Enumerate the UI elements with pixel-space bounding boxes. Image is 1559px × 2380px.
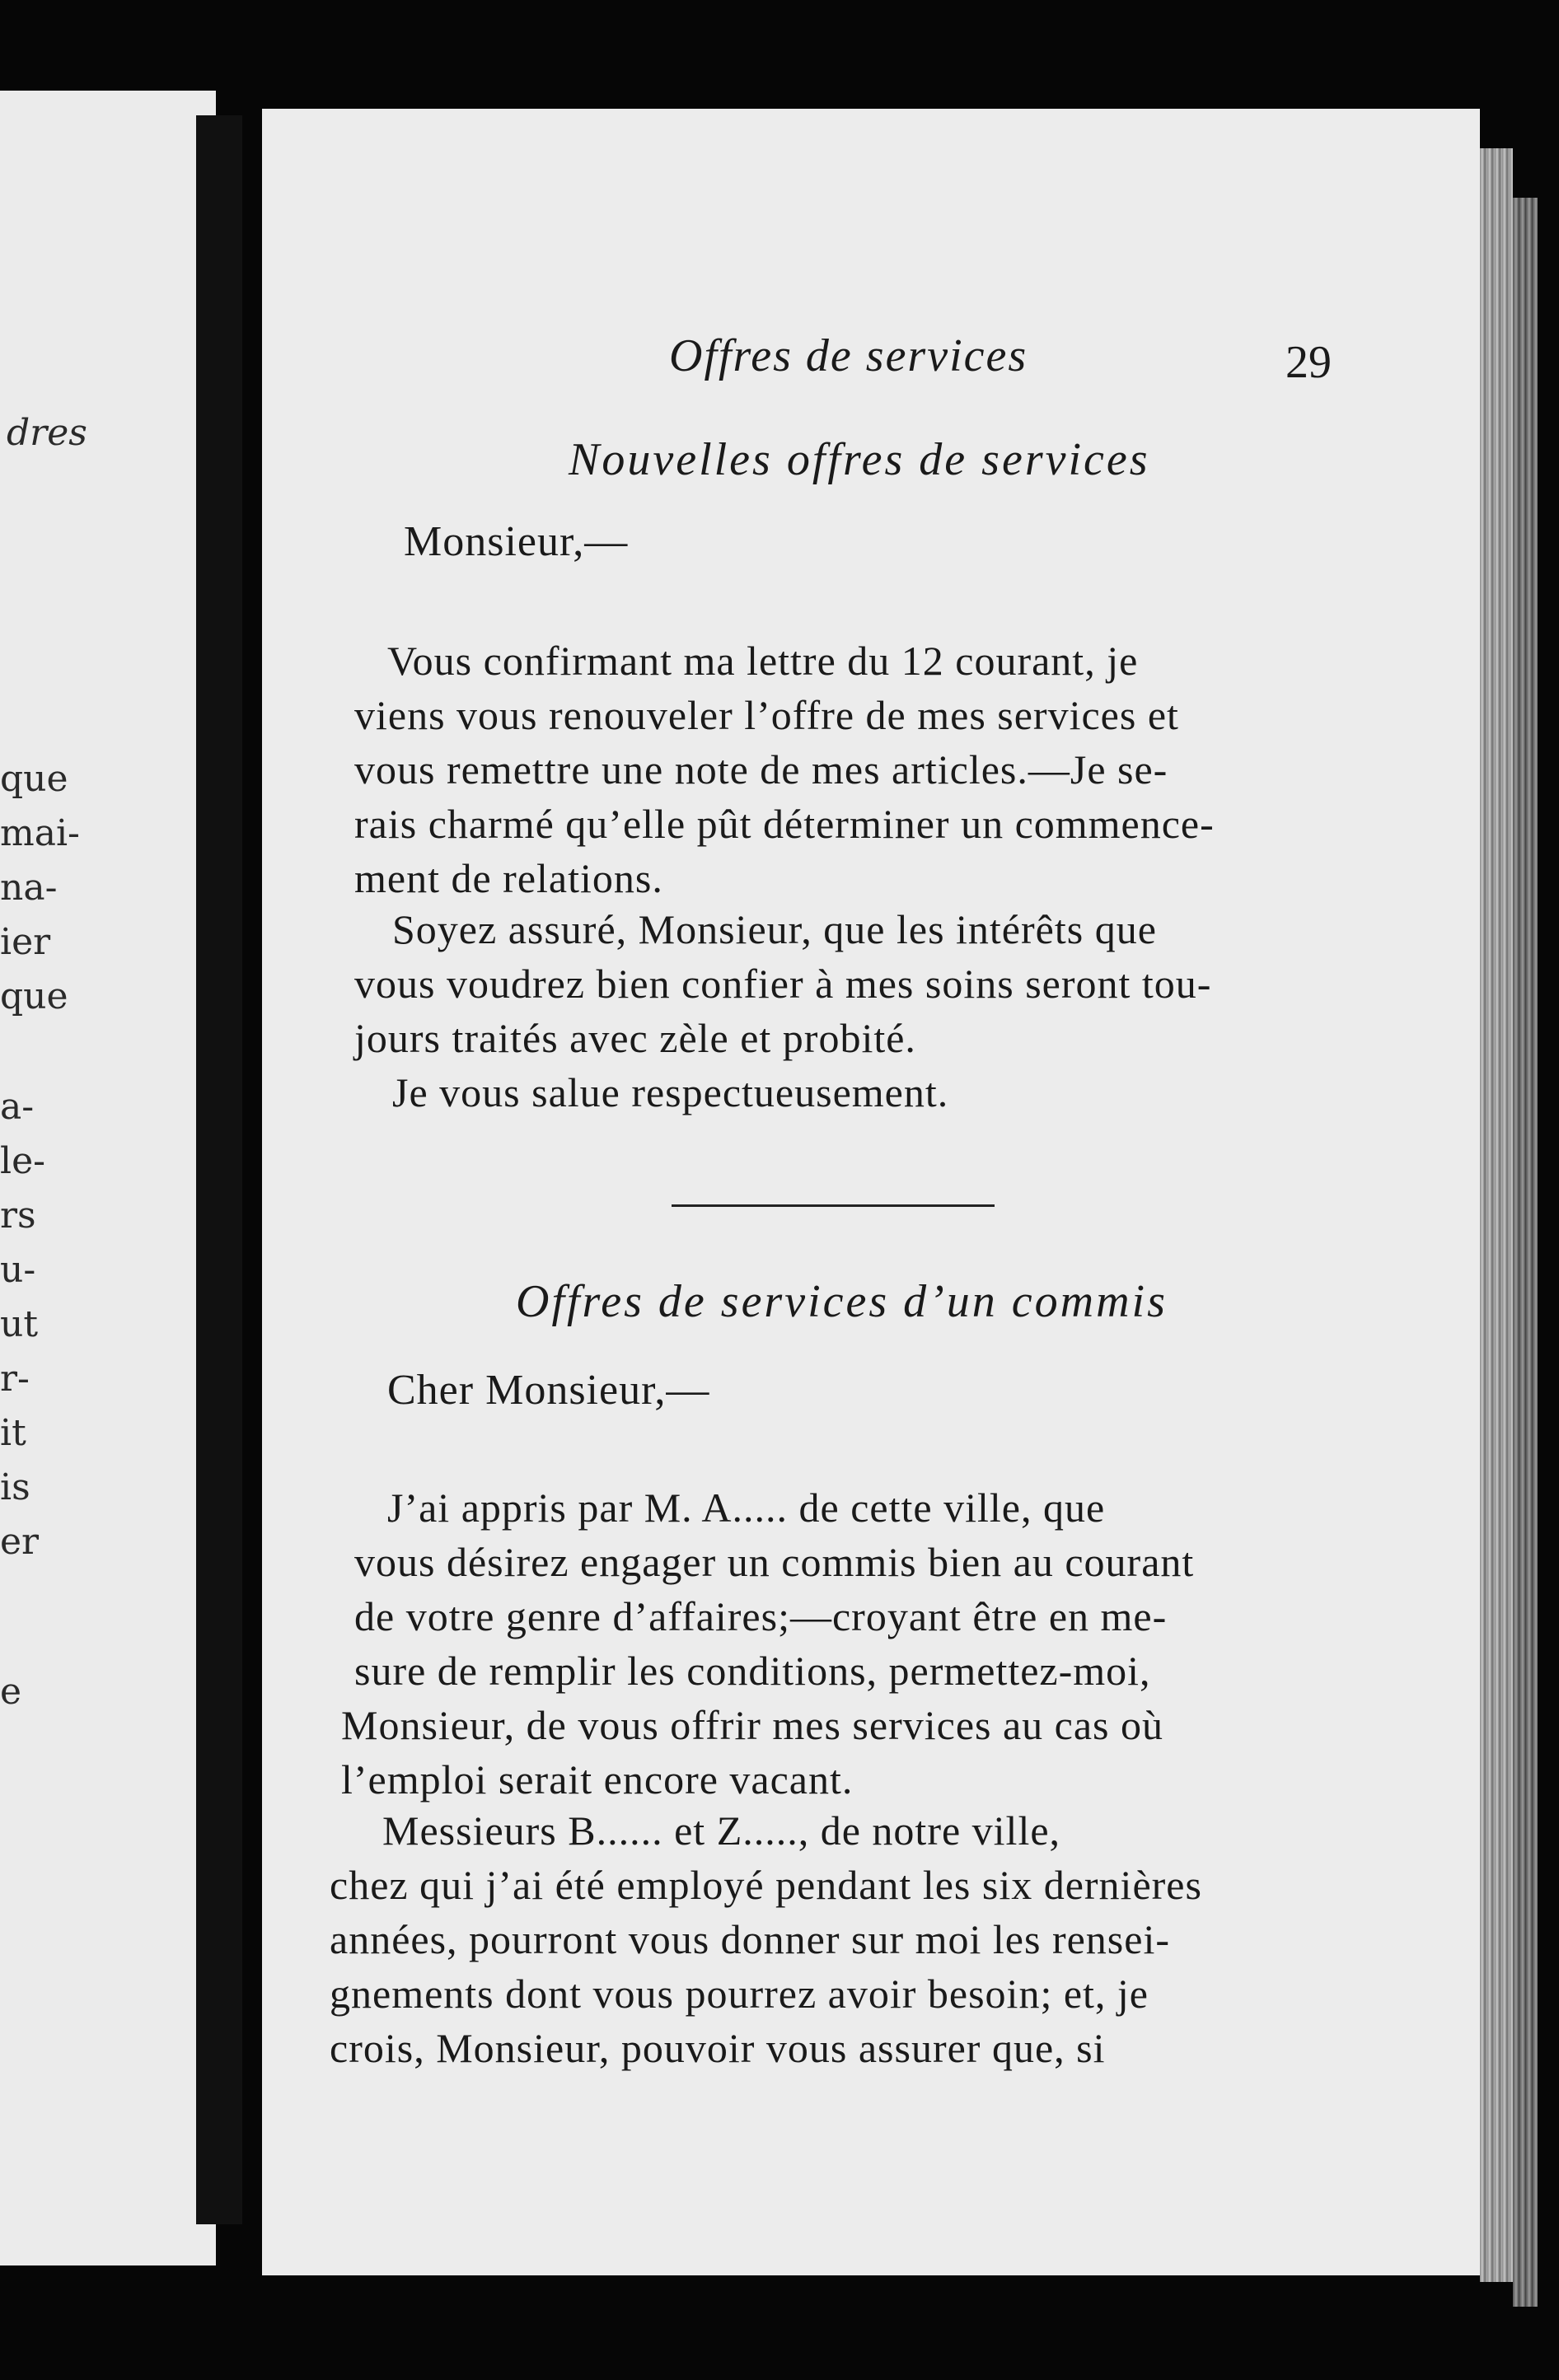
facing-page-fragment: na-	[0, 867, 58, 909]
facing-page-fragment: rs	[0, 1195, 36, 1237]
text-line: crois, Monsieur, pouvoir vous assurer que, si	[330, 2025, 1106, 2071]
text-line: ment de relations.	[354, 855, 663, 901]
text-line: chez qui j’ai été employé pendant les six dernières	[330, 1862, 1202, 1908]
facing-page	[0, 91, 216, 2265]
facing-page-fragment: is	[0, 1466, 30, 1508]
facing-page-fragment: r-	[0, 1358, 30, 1400]
facing-page-fragment: ier	[0, 921, 51, 963]
text-line: viens vous renouveler l’offre de mes services et	[354, 692, 1179, 738]
section-divider	[672, 1204, 995, 1207]
salutation: Monsieur,—	[404, 518, 629, 565]
text-line: gnements dont vous pourrez avoir besoin; et, je	[330, 1971, 1149, 2017]
running-head: Offres de services	[669, 330, 1028, 381]
text-line: Monsieur, de vous offrir mes services au cas où	[341, 1702, 1164, 1748]
letter-title: Offres de services d’un commis	[516, 1276, 1168, 1327]
facing-page-fragment: a-	[0, 1086, 35, 1128]
text-line: vous remettre une note de mes articles.—Je se-	[354, 746, 1168, 793]
text-line: jours traités avec zèle et probité.	[354, 1015, 916, 1061]
text-line: vous voudrez bien confier à mes soins seront tou-	[354, 961, 1212, 1007]
text-line: vous désirez engager un commis bien au courant	[354, 1539, 1195, 1585]
text-line: Vous confirmant ma lettre du 12 courant, je	[387, 638, 1139, 684]
facing-page-fragment: dres	[7, 412, 87, 454]
text-line: années, pourront vous donner sur moi les rensei-	[330, 1916, 1170, 1962]
facing-page-fragment: mai-	[0, 812, 80, 854]
page-edges	[1480, 148, 1513, 2282]
facing-page-fragment: e	[0, 1671, 22, 1713]
text-line: rais charmé qu’elle pût déterminer un commence-	[354, 801, 1215, 847]
facing-page-fragment: que	[0, 975, 68, 1017]
salutation: Cher Monsieur,—	[387, 1367, 710, 1414]
text-line: de votre genre d’affaires;—croyant être en me-	[354, 1593, 1168, 1639]
facing-page-fragment: er	[0, 1521, 40, 1563]
facing-page-fragment: u-	[0, 1249, 36, 1291]
facing-page-fragment: it	[0, 1412, 26, 1454]
facing-page-fragment: ut	[0, 1303, 39, 1345]
text-line: l’emploi serait encore vacant.	[341, 1756, 854, 1803]
text-line: Messieurs B...... et Z....., de notre ville,	[382, 1807, 1061, 1854]
letter-title: Nouvelles offres de services	[569, 434, 1150, 485]
facing-page-fragment: que	[0, 758, 68, 800]
text-line: sure de remplir les conditions, permettez-moi,	[354, 1648, 1151, 1694]
text-line: J’ai appris par M. A..... de cette ville, que	[387, 1485, 1106, 1531]
page-number: 29	[1285, 337, 1332, 388]
text-line: Je vous salue respectueusement.	[392, 1069, 949, 1115]
book-gutter	[196, 115, 242, 2224]
text-line: Soyez assuré, Monsieur, que les intérêts que	[392, 906, 1157, 952]
facing-page-fragment: le-	[0, 1140, 45, 1182]
page-edges-outer	[1513, 198, 1538, 2307]
